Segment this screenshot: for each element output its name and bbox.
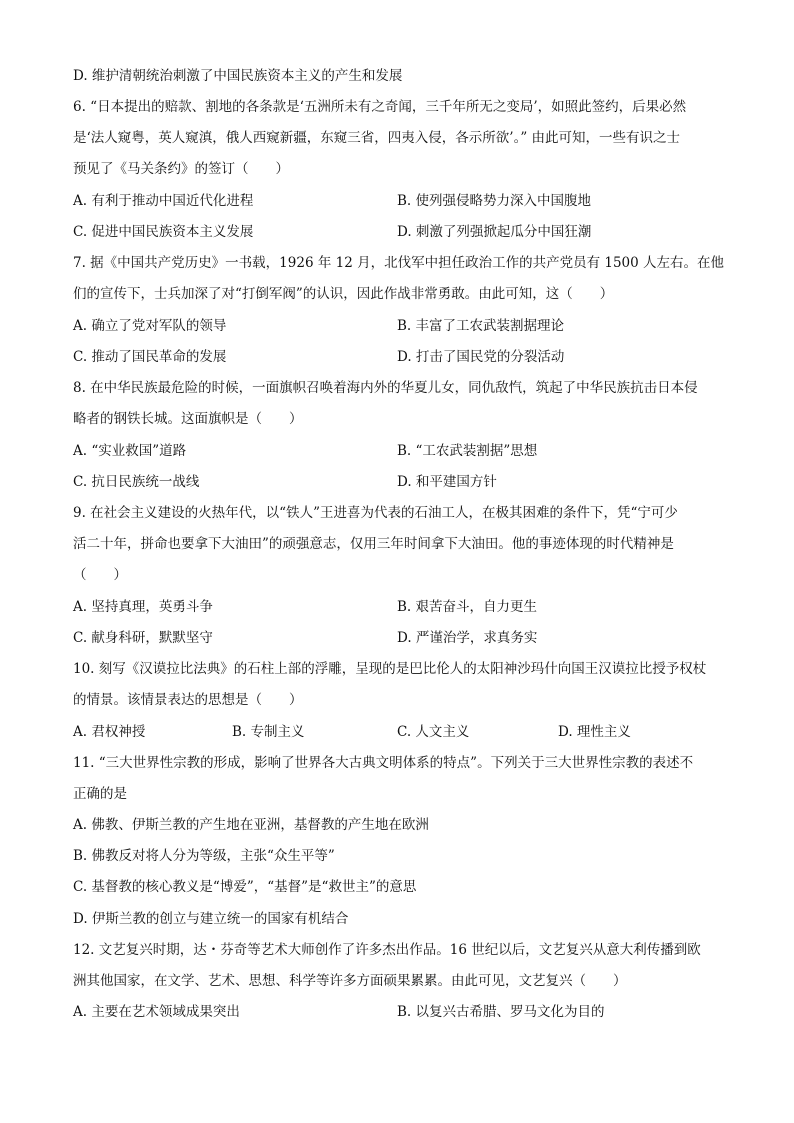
q7-option-a: A. 确立了党对军队的领导 — [73, 318, 227, 334]
q6-option-c: C. 促进中国民族资本主义发展 — [73, 224, 254, 240]
q6-option-d: D. 刺激了列强掀起瓜分中国狂潮 — [397, 224, 592, 240]
q10-option-c: C. 人文主义 — [397, 724, 470, 740]
q10-option-b: B. 专制主义 — [232, 724, 305, 740]
q12-stem-line-2: 洲其他国家，在文学、艺术、思想、科学等许多方面硕果累累。由此可见，文艺复兴（ ） — [73, 973, 627, 989]
q11-stem-line-2: 正确的是 — [73, 786, 127, 802]
q9-option-a: A. 坚持真理，英勇斗争 — [73, 599, 213, 615]
q8-option-d: D. 和平建国方针 — [397, 474, 497, 490]
q10-stem-line-1: 10. 刻写《汉谟拉比法典》的石柱上部的浮雕，呈现的是巴比伦人的太阳神沙玛什向国王汉谟拉比授予权杖 — [73, 661, 707, 677]
q10-option-d: D. 理性主义 — [558, 724, 631, 740]
q8-option-c: C. 抗日民族统一战线 — [73, 474, 200, 490]
q9-option-b: B. 艰苦奋斗，自力更生 — [397, 599, 538, 615]
q7-option-b: B. 丰富了工农武装割据理论 — [397, 318, 565, 334]
q11-stem-line-1: 11. “三大世界性宗教的形成，影响了世界各大古典文明体系的特点”。下列关于三大世界性宗教的表述不 — [73, 755, 694, 771]
q7-option-d: D. 打击了国民党的分裂活动 — [397, 349, 565, 365]
q9-stem-line-2: 活二十年，拼命也要拿下大油田”的顽强意志，仅用三年时间拿下大油田。他的事迹体现的时代精神是 — [73, 536, 674, 552]
q9-stem-line-1: 9. 在社会主义建设的火热年代，以“铁人”王进喜为代表的石油工人，在极其困难的条件下，凭“宁可少 — [73, 505, 678, 521]
q10-stem-line-2: 的情景。该情景表达的思想是（ ） — [73, 692, 303, 708]
q9-option-d: D. 严谨治学，求真务实 — [397, 630, 538, 646]
q7-stem-line-1: 7. 据《中国共产党历史》一书载，1926 年 12 月，北伐军中担任政治工作的共产党员有 1500 人左右。在他 — [73, 255, 725, 271]
q11-option-a: A. 佛教、伊斯兰教的产生地在亚洲，基督教的产生地在欧洲 — [73, 817, 429, 833]
q12-stem-line-1: 12. 文艺复兴时期，达・芬奇等艺术大师创作了许多杰出作品。16 世纪以后，文艺复兴从意大利传播到欧 — [73, 942, 701, 958]
q6-stem-line-2: 是‘法人窥粤，英人窥滇，俄人西窥新疆，东窥三省，四夷入侵，各示所欲’。” 由此可知，一些有识之士 — [73, 130, 681, 146]
q6-option-a: A. 有利于推动中国近代化进程 — [73, 193, 254, 209]
q7-stem-line-2: 们的宣传下，士兵加深了对“打倒军阀”的认识，因此作战非常勇敢。由此可知，这（ ） — [73, 286, 614, 302]
q8-stem-line-1: 8. 在中华民族最危险的时候，一面旗帜召唤着海内外的华夏儿女，同仇敌忾，筑起了中华民族抗击日本侵 — [73, 380, 698, 396]
q12-option-b: B. 以复兴古希腊、罗马文化为目的 — [397, 1004, 605, 1020]
q12-option-a: A. 主要在艺术领域成果突出 — [73, 1004, 240, 1020]
q10-option-a: A. 君权神授 — [73, 724, 146, 740]
q9-option-c: C. 献身科研，默默坚守 — [73, 630, 213, 646]
q11-option-b: B. 佛教反对将人分为等级，主张“众生平等” — [73, 848, 335, 864]
q11-option-d: D. 伊斯兰教的创立与建立统一的国家有机结合 — [73, 911, 349, 927]
q7-option-c: C. 推动了国民革命的发展 — [73, 349, 227, 365]
q6-stem-line-3: 预见了《马关条约》的签订（ ） — [73, 161, 289, 177]
q6-option-b: B. 使列强侵略势力深入中国腹地 — [397, 193, 592, 209]
q6-stem-line-1: 6. “日本提出的赔款、割地的各条款是‘五洲所未有之奇闻，三千年所无之变局’，如照此签约，后果必然 — [73, 99, 687, 115]
q9-stem-line-3: （ ） — [73, 567, 127, 583]
q5-option-d: D. 维护清朝统治刺激了中国民族资本主义的产生和发展 — [73, 68, 403, 84]
q8-stem-line-2: 略者的钢铁长城。这面旗帜是（ ） — [73, 411, 303, 427]
q8-option-b: B. “工农武装割据”思想 — [397, 443, 538, 459]
q8-option-a: A. “实业救国”道路 — [73, 443, 187, 459]
q11-option-c: C. 基督教的核心教义是“博爱”，“基督”是“救世主”的意思 — [73, 879, 417, 895]
